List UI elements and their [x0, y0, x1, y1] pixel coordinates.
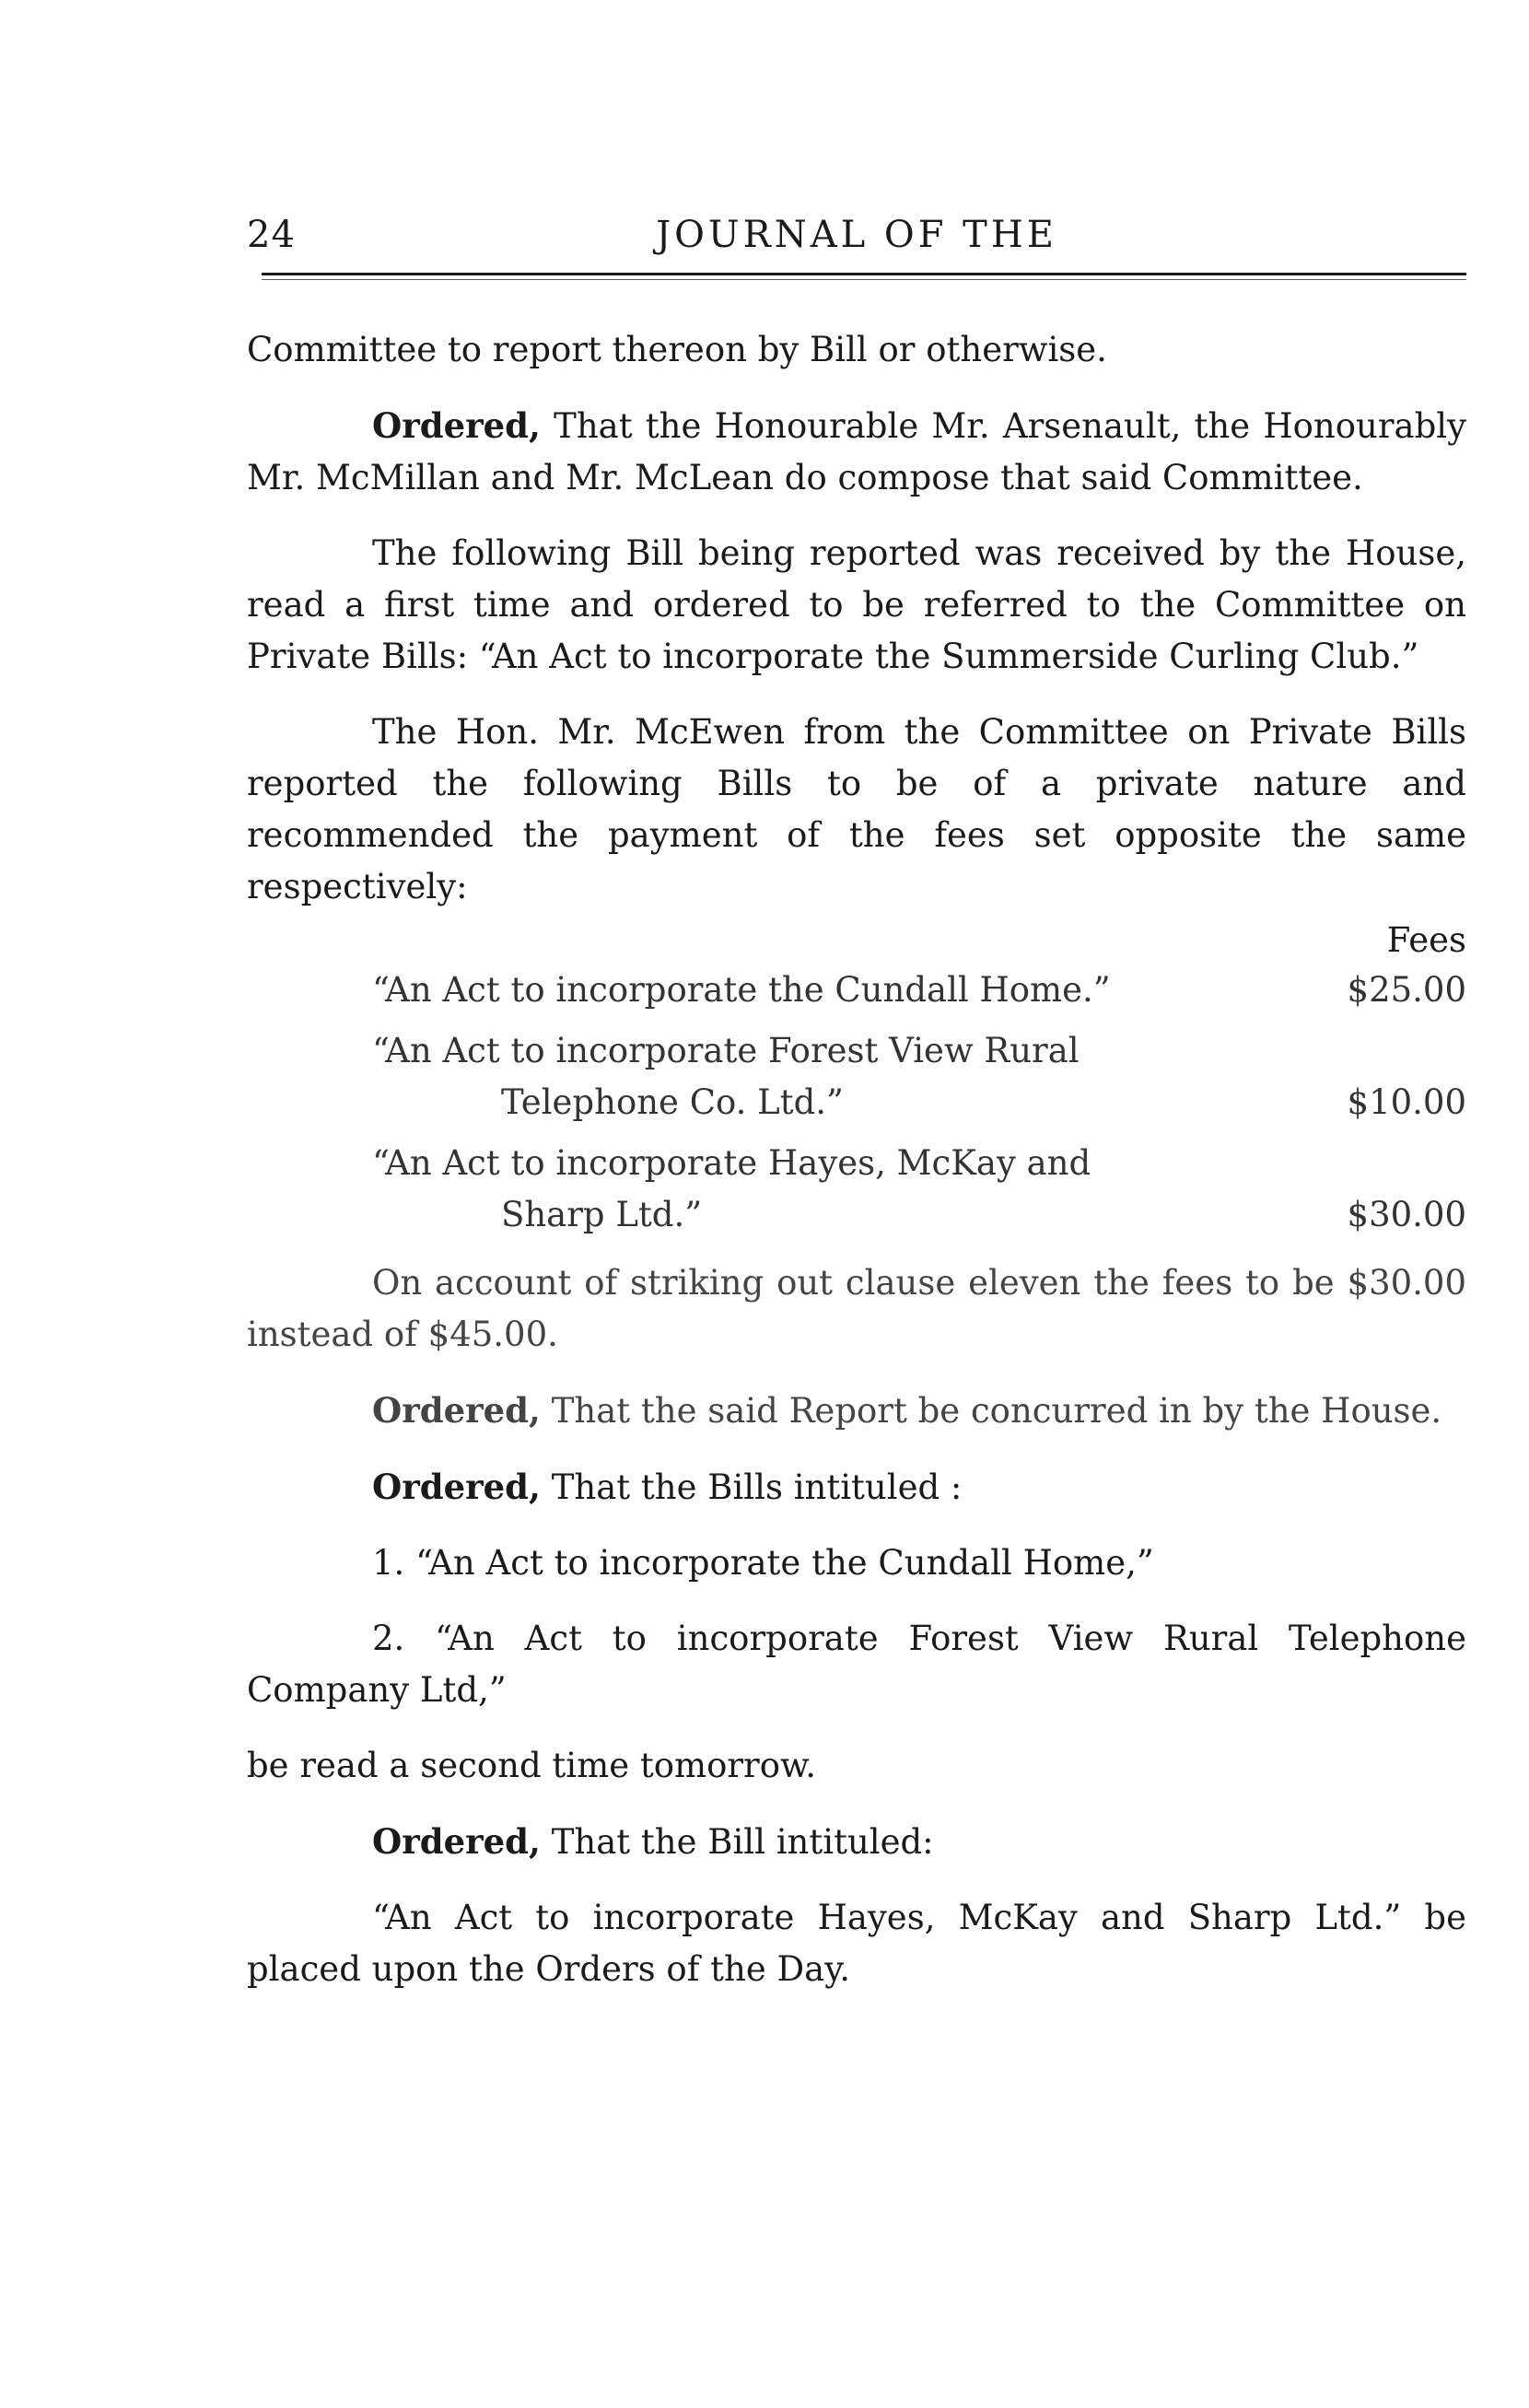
- fee-bill-title: [247, 1025, 1301, 1128]
- paragraph-private-bills-report: The Hon. Mr. McEwen from the Committee on Private Bills reported the following Bills to be of a private nature and recommended the payment of the fees set opposite the same respectively:: [247, 712, 1466, 906]
- page-header: [247, 205, 1466, 278]
- ordered-text: That the Honourable Mr. Arsenault, the Honourably Mr. McMillan and Mr. McLean do compose that said Committee.: [247, 406, 1466, 497]
- ordered-label: Ordered,: [372, 1467, 541, 1507]
- fee-amount: $25.00: [1347, 970, 1466, 1010]
- fees-table: [247, 964, 1466, 1241]
- fee-amount: $30.00: [1347, 1195, 1466, 1234]
- journal-body: [247, 324, 1466, 2019]
- list-item: 1. “An Act to incorporate the Cundall Home,”: [372, 1543, 1154, 1583]
- ordered-label: Ordered,: [372, 1390, 541, 1431]
- fee-bill-title-line1: “An Act to incorporate Hayes, McKay and: [372, 1143, 1091, 1183]
- fee-bill-title: [247, 964, 1301, 1016]
- ordered-text: That the Bills intituled :: [540, 1467, 963, 1507]
- paragraph-second-reading: be read a second time tomorrow.: [247, 1746, 817, 1785]
- paragraph-clause-eleven: On account of striking out clause eleven the fees to be $30.00 instead of $45.00.: [247, 1263, 1466, 1354]
- fee-row: [247, 1138, 1466, 1241]
- ordered-label: Ordered,: [372, 1821, 541, 1862]
- ordered-label: Ordered,: [372, 405, 541, 446]
- fee-bill-title-line2: Telephone Co. Ltd.”: [501, 1082, 844, 1122]
- paragraph-ordered-bill: [247, 1816, 1466, 1868]
- fee-amount: $10.00: [1347, 1082, 1466, 1122]
- fees-column-heading: Fees: [1386, 920, 1466, 960]
- paragraph-ordered-concurred: [247, 1385, 1466, 1437]
- fee-bill-title-line1: “An Act to incorporate the Cundall Home.”: [372, 970, 1111, 1010]
- page-number: 24: [247, 214, 296, 256]
- fee-row: [247, 1025, 1466, 1128]
- paragraph-ordered-bills: [247, 1461, 1466, 1514]
- fee-bill-title: [247, 1138, 1301, 1241]
- paragraph-committee-report: Committee to report thereon by Bill or otherwise.: [247, 330, 1107, 369]
- ordered-text: That the Bill intituled:: [540, 1822, 934, 1862]
- paragraph-bill-received: The following Bill being reported was received by the House, read a first time and ordered to be referred to the Committee on Private Bills: “An Act to incorporate the Summerside Curling Club.”: [247, 533, 1466, 676]
- fee-bill-title-line1: “An Act to incorporate Forest View Rural: [372, 1031, 1080, 1070]
- header-rule: [262, 273, 1466, 275]
- list-item: 2. “An Act to incorporate Forest View Rural Telephone Company Ltd,”: [247, 1619, 1466, 1710]
- fee-row: [247, 964, 1466, 1016]
- ordered-text: That the said Report be concurred in by the House.: [540, 1391, 1442, 1431]
- running-head: JOURNAL OF THE: [656, 214, 1057, 256]
- fee-bill-title-line2: Sharp Ltd.”: [501, 1195, 703, 1234]
- paragraph-ordered-committee: [247, 400, 1466, 504]
- paragraph-orders-of-the-day: “An Act to incorporate Hayes, McKay and Sharp Ltd.” be placed upon the Orders of the Day.: [247, 1898, 1466, 1989]
